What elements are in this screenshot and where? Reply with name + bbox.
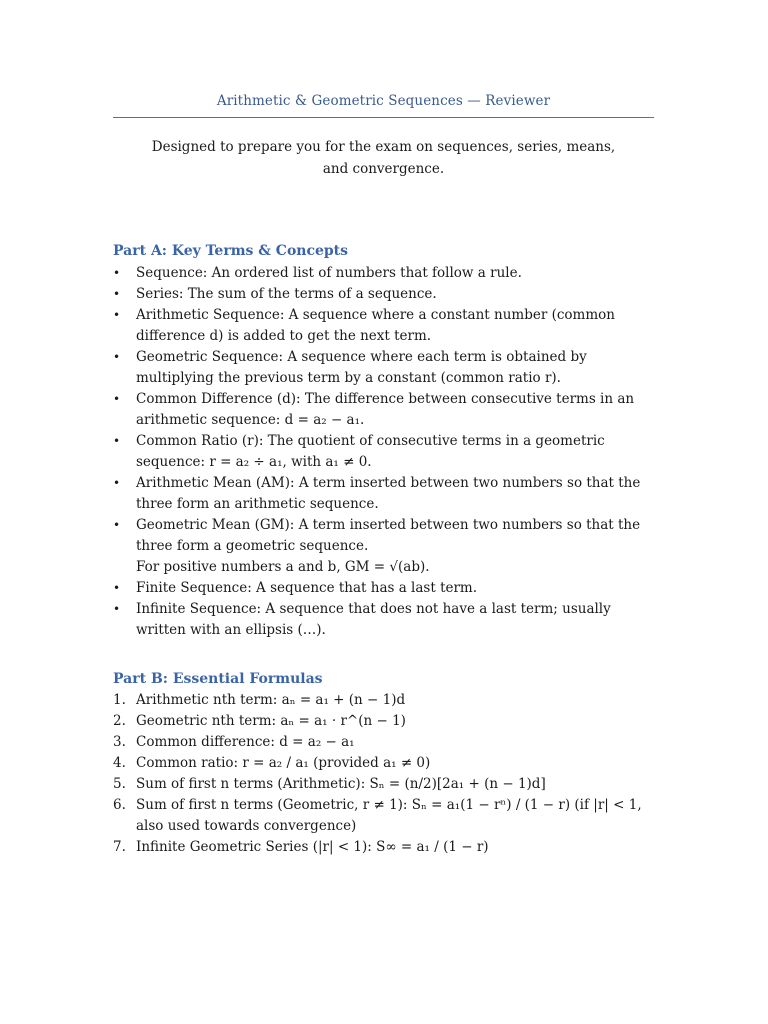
item-number: 2.: [113, 713, 126, 729]
formula-text: Geometric nth term: aₙ = a₁ · r^(n − 1): [136, 713, 406, 729]
list-item: [113, 305, 658, 347]
item-number: 5.: [113, 776, 126, 792]
list-item: [113, 431, 658, 473]
term-text: Geometric Sequence: A sequence where each term is obtained by multiplying the previous term by a constant (common ratio r).: [136, 349, 587, 386]
term-text: Finite Sequence: A sequence that has a last term.: [136, 580, 478, 596]
list-item: [113, 263, 658, 284]
term-text: Geometric Mean (GM): A term inserted between two numbers so that the three form a geometric sequence.: [136, 517, 641, 554]
term-text: Sequence: An ordered list of numbers that follow a rule.: [136, 265, 522, 281]
term-text: Common Difference (d): The difference between consecutive terms in an arithmetic sequence: d = a₂ − a₁.: [136, 391, 635, 428]
bullet-icon: •: [113, 266, 121, 280]
list-item: [113, 389, 658, 431]
bullet-icon: •: [113, 518, 121, 532]
bullet-icon: •: [113, 434, 121, 448]
list-item: [113, 837, 658, 858]
bullet-icon: •: [113, 476, 121, 490]
term-text: Infinite Sequence: A sequence that does not have a last term; usually written with an ellipsis (…).: [136, 601, 611, 638]
formula-text: Common difference: d = a₂ − a₁: [136, 734, 355, 750]
list-item: [113, 711, 658, 732]
formula-text: Common ratio: r = a₂ / a₁ (provided a₁ ≠ 0): [136, 755, 431, 771]
list-item: [113, 690, 658, 711]
list-item: [113, 515, 658, 578]
list-item: [113, 599, 658, 641]
formula-text: Infinite Geometric Series (|r| < 1): S∞ = a₁ / (1 − r): [136, 839, 489, 855]
document-title: Arithmetic & Geometric Sequences — Reviewer: [216, 93, 551, 109]
document-subtitle: Designed to prepare you for the exam on sequences, series, means, and convergence.: [151, 139, 616, 177]
item-number: 3.: [113, 734, 126, 750]
formula-text: Arithmetic nth term: aₙ = a₁ + (n − 1)d: [136, 692, 406, 708]
key-terms-list: [113, 263, 658, 641]
bullet-icon: •: [113, 581, 121, 595]
list-item: [113, 774, 658, 795]
bullet-icon: •: [113, 287, 121, 301]
list-item: [113, 578, 658, 599]
bullet-icon: •: [113, 602, 121, 616]
term-text: Series: The sum of the terms of a sequence.: [136, 286, 437, 302]
part-a-heading: Part A: Key Terms & Concepts: [113, 243, 349, 259]
term-text: Common Ratio (r): The quotient of consecutive terms in a geometric sequence: r = a₂ ÷ a₁, with a₁ ≠ 0.: [136, 433, 605, 470]
bullet-icon: •: [113, 308, 121, 322]
part-b-heading: Part B: Essential Formulas: [113, 671, 323, 687]
list-item: [113, 347, 658, 389]
item-number: 1.: [113, 692, 126, 708]
item-number: 4.: [113, 755, 126, 771]
list-item: [113, 473, 658, 515]
bullet-icon: •: [113, 350, 121, 364]
term-text: Arithmetic Mean (AM): A term inserted between two numbers so that the three form an arithmetic sequence.: [136, 475, 641, 512]
item-number: 6.: [113, 797, 126, 813]
list-item: [113, 753, 658, 774]
item-number: 7.: [113, 839, 126, 855]
list-item: [113, 732, 658, 753]
formula-text: Sum of first n terms (Arithmetic): Sₙ = (n/2)[2a₁ + (n − 1)d]: [136, 776, 546, 792]
gm-note: For positive numbers a and b, GM = √(ab).: [136, 559, 430, 575]
formulas-list: [113, 690, 658, 858]
formula-text: Sum of first n terms (Geometric, r ≠ 1): Sₙ = a₁(1 − rⁿ) / (1 − r) (if |r| < 1, also used towards convergence): [136, 797, 642, 834]
list-item: [113, 795, 658, 837]
list-item: [113, 284, 658, 305]
title-underline: [113, 117, 654, 118]
term-text: Arithmetic Sequence: A sequence where a constant number (common difference d) is added to get the next term.: [136, 307, 615, 344]
bullet-icon: •: [113, 392, 121, 406]
